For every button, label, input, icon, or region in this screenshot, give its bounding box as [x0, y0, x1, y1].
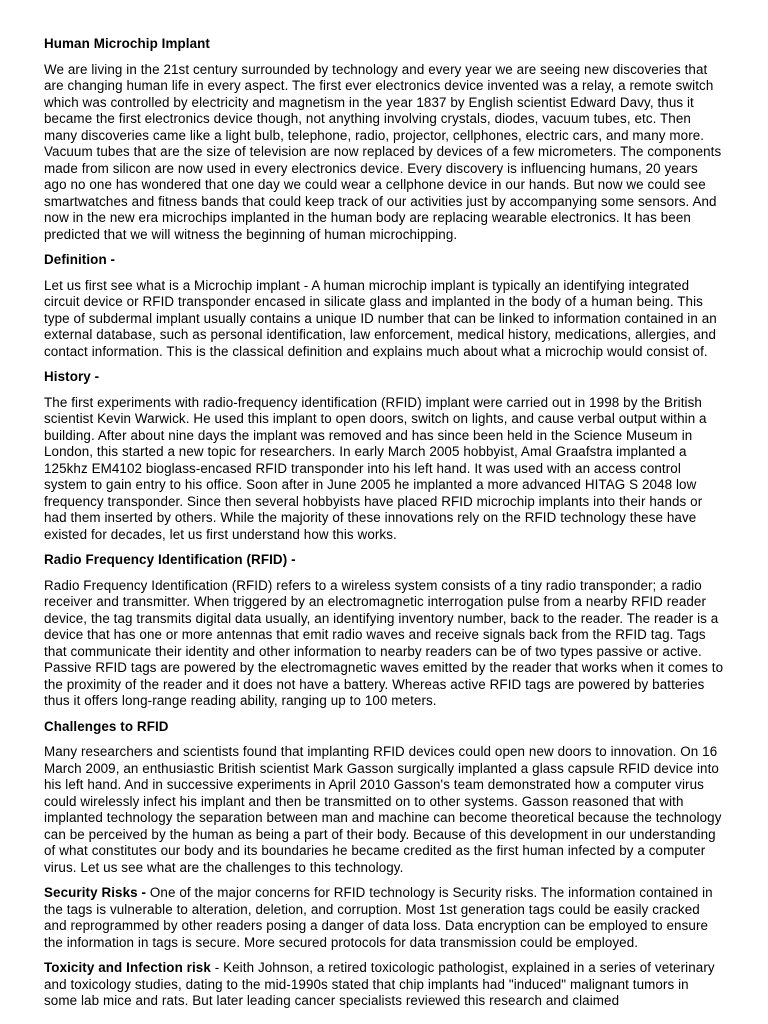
paragraph-history: The first experiments with radio-frequency identification (RFID) implant were carried out in 1998 by the British scientist Kevin Warwick. He used this implant to open doors, switch on lights, and cause verbal output within a building. After about nine days the implant was removed and has since been held in the Science Museum in London, this started a new topic for researchers. In early March 2005 hobbyist, Amal Graafstra implanted a 125khz EM4102 bioglass-encased RFID transponder into his left hand. It was used with an access control system to gain entry to his office. Soon after in June 2005 he implanted a more advanced HITAG S 2048 low frequency transponder. Since then several hobbyists have placed RFID microchip implants into their hands or had them inserted by others. While the majority of these innovations rely on the RFID technology these have existed for decades, let us first understand how this works. — [44, 394, 707, 542]
section-heading-definition: Definition - — [44, 252, 116, 267]
section-heading-history: History - — [44, 369, 100, 384]
section-heading-rfid: Radio Frequency Identification (RFID) - — [44, 552, 296, 567]
security-risks-lead: Security Risks - — [44, 885, 150, 900]
toxicity-lead: Toxicity and Infection risk — [44, 960, 211, 975]
paragraph-intro: We are living in the 21st century surrounded by technology and every year we are seeing new discoveries that are changing human life in every aspect. The first ever electronics device invented was a relay, a remote switch which was controlled by electricity and magnetism in the year 1837 by English scientist Edward Davy, thus it became the first electronics device though, not anything involving crystals, diodes, vacuum tubes, etc. Then many discoveries came like a light bulb, telephone, radio, projector, cellphones, electric cars, and many more. Vacuum tubes that are the size of television are now replaced by devices of a few micrometers. The components made from silicon are now used in every electronics device. Every discovery is influencing humans, 20 years ago no one has wondered that one day we could wear a cellphone device in our hands. But now we could see smartwatches and fitness bands that could keep track of our activities just by accompanying some sensors. And now in the new era microchips implanted in the human body are replacing wearable electronics. It has been predicted that we will witness the beginning of human microchipping. — [44, 61, 722, 242]
paragraph-security-risks — [44, 885, 724, 951]
security-risks-text: One of the major concerns for RFID technology is Security risks. The information contained in the tags is vulnerable to alteration, deletion, and corruption. Most 1st generation tags could be easily cracked and reprogrammed by other readers posing a danger of data loss. Data encryption can be employed to ensure the information in tags is secure. More secured protocols for data transmission could be employed. — [44, 885, 713, 950]
paragraph-toxicity — [44, 960, 724, 1010]
paragraph-definition: Let us first see what is a Microchip implant - A human microchip implant is typically an identifying integrated circuit device or RFID transponder encased in silicate glass and implanted in the body of a human being. This type of subdermal implant usually contains a unique ID number that can be linked to information contained in an external database, such as personal identification, law enforcement, medical history, medications, allergies, and contact information. This is the classical definition and explains much about what a microchip would consist of. — [44, 277, 717, 359]
section-heading-challenges: Challenges to RFID — [44, 718, 169, 734]
paragraph-challenges: Many researchers and scientists found that implanting RFID devices could open new doors to innovation. On 16 March 2009, an enthusiastic British scientist Mark Gasson surgically implanted a glass capsule RFID device into his left hand. And in successive experiments in April 2010 Gasson's team demonstrated how a computer virus could wirelessly infect his implant and then be transmitted on to other systems. Gasson reasoned that with implanted technology the separation between man and machine can become theoretical because the technology can be perceived by the human as being a part of their body. Because of this development in our understanding of what constitutes our body and its boundaries he became credited as the first human infected by a computer virus. Let us see what are the challenges to this technology. — [44, 744, 722, 875]
paragraph-rfid: Radio Frequency Identification (RFID) refers to a wireless system consists of a tiny radio transponder; a radio receiver and transmitter. When triggered by an electromagnetic interrogation pulse from a nearby RFID reader device, the tag transmits digital data usually, an identifying inventory number, back to the reader. The reader is a device that has one or more antennas that emit radio waves and receive signals back from the RFID tag. Tags that communicate their identity and other information to nearby readers can be of two types passive or active. Passive RFID tags are powered by the electromagnetic waves emitted by the reader that works when it comes to the proximity of the reader and it does not have a battery. Whereas active RFID tags are powered by batteries thus it offers long-range reading ability, ranging up to 100 meters. — [44, 577, 724, 708]
toxicity-text: - Keith Johnson, a retired toxicologic pathologist, explained in a series of veterinary and toxicology studies, dating to the mid-1990s stated that chip implants had "induced" malignant tumors in some lab mice and rats. But later leading cancer specialists reviewed this research and claimed — [44, 960, 715, 1008]
document-title: Human Microchip Implant — [44, 36, 210, 51]
